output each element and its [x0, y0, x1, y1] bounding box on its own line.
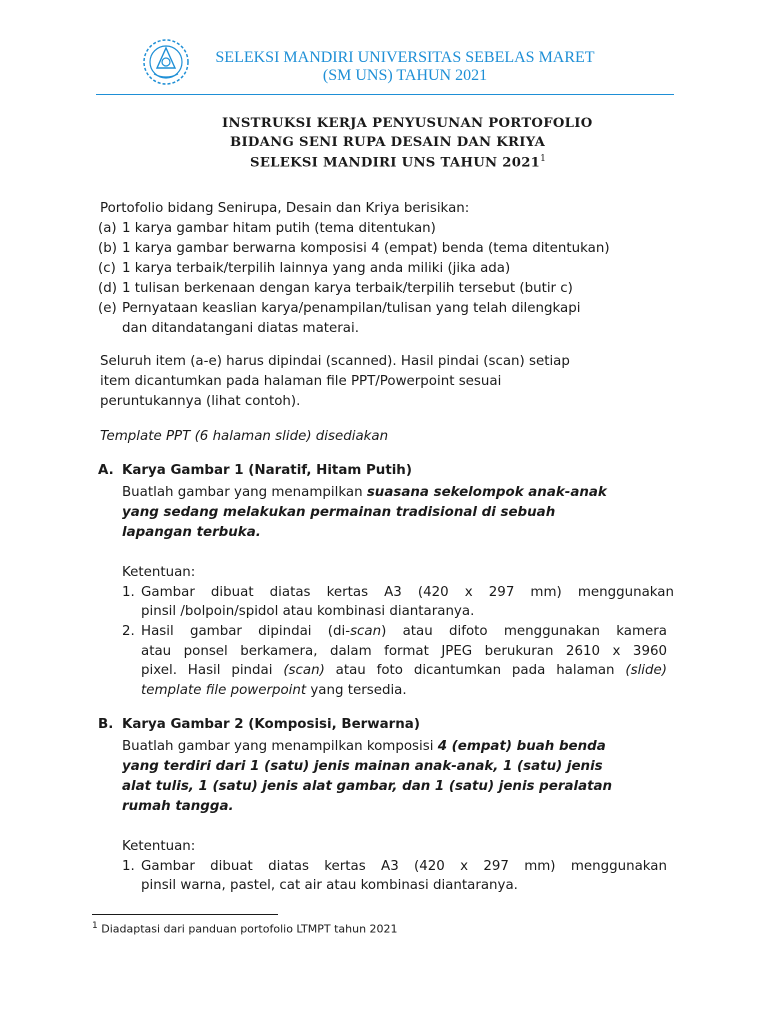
section-b-paragraph-line-2: yang terdiri dari 1 (satu) jenis mainan anak-anak, 1 (satu) jenis [122, 759, 603, 774]
intro-item-mark: (c) [98, 261, 116, 276]
rule-text: ) atau difoto menggunakan kamera [381, 624, 667, 639]
paragraph-emphasis: suasana sekelompok anak-anak [366, 485, 607, 500]
section-a-rule-1-num: 1. [122, 585, 135, 600]
rule-text-italic: template file powerpoint [141, 683, 307, 698]
rule-text: pixel. Hasil pindai [141, 663, 284, 678]
section-a-paragraph-line-3: lapangan terbuka. [122, 525, 261, 540]
section-title: Karya Gambar 2 (Komposisi, Berwarna) [122, 717, 420, 732]
section-b-rule-1-num: 1. [122, 859, 135, 874]
section-letter: A. [98, 463, 114, 478]
rule-text: Hasil gambar dipindai (di- [141, 624, 351, 639]
section-b-rule-1-line-2: pinsil warna, pastel, cat air atau kombinasi diantaranya. [141, 878, 518, 893]
intro-item-e-cont: dan ditandatangani diatas materai. [122, 321, 359, 336]
intro-item-text: 1 karya gambar berwarna komposisi 4 (empat) benda (tema ditentukan) [122, 241, 610, 256]
section-a-paragraph-line-1 [122, 483, 607, 503]
scan-note-line-3: peruntukannya (lihat contoh). [100, 394, 301, 409]
footnote-mark: 1 [92, 921, 98, 931]
template-note: Template PPT (6 halaman slide) disediakan [100, 429, 389, 444]
intro-item-text: 1 tulisan berkenaan dengan karya terbaik/terpilih tersebut (butir c) [122, 281, 573, 296]
paragraph-lead: Buatlah gambar yang menampilkan komposisi [122, 739, 438, 754]
scan-note-line-2: item dicantumkan pada halaman file PPT/Powerpoint sesuai [100, 374, 502, 389]
rule-text-italic: (scan) [283, 663, 325, 678]
section-a-paragraph-line-2: yang sedang melakukan permainan tradisional di sebuah [122, 505, 556, 520]
intro-item-e [98, 299, 580, 319]
section-a-rule-2-line-3 [141, 661, 667, 681]
scan-note-line-1: Seluruh item (a-e) harus dipindai (scanned). Hasil pindai (scan) setiap [100, 354, 570, 369]
intro-item-text: 1 karya terbaik/terpilih lainnya yang anda miliki (jika ada) [122, 261, 511, 276]
paragraph-emphasis: 4 (empat) buah benda [437, 739, 606, 754]
section-b-rule-1-line-1: Gambar dibuat diatas kertas A3 (420 x 297 mm) menggunakan [141, 859, 667, 874]
intro-item-mark: (a) [98, 221, 117, 236]
intro-item-mark: (e) [98, 301, 117, 316]
footnote-text: Diadaptasi dari panduan portofolio LTMPT tahun 2021 [97, 922, 398, 936]
section-a-rule-2-line-2: atau ponsel berkamera, dalam format JPEG berukuran 2610 x 3960 [141, 644, 667, 659]
intro-item-mark: (b) [98, 241, 117, 256]
section-a-ketentuan: Ketentuan: [122, 565, 196, 580]
rule-text-italic: scan [350, 624, 382, 639]
section-a-heading [98, 463, 412, 478]
section-letter: B. [98, 717, 114, 732]
doc-title-line-2: BIDANG SENI RUPA DESAIN DAN KRIYA [230, 135, 546, 150]
header-line-1: SELEKSI MANDIRI UNIVERSITAS SEBELAS MARET [215, 49, 595, 66]
intro-item-d [98, 279, 573, 299]
footnote [92, 921, 398, 936]
uns-logo [142, 38, 190, 86]
section-b-heading [98, 717, 420, 732]
footnote-divider [92, 914, 278, 915]
intro-item-b [98, 239, 610, 259]
paragraph-lead: Buatlah gambar yang menampilkan [122, 485, 367, 500]
footnote-ref: 1 [540, 154, 547, 164]
section-a-rule-2-line-1 [141, 622, 667, 642]
section-a-rule-2-line-4 [141, 681, 407, 701]
intro-item-text: Pernyataan keaslian karya/penampilan/tulisan yang telah dilengkapi [122, 301, 581, 316]
section-b-paragraph-line-1 [122, 737, 606, 757]
intro-item-mark: (d) [98, 281, 117, 296]
section-a-rule-2-num: 2. [122, 624, 135, 639]
doc-title-line-3 [250, 154, 546, 170]
rule-text: yang tersedia. [306, 683, 407, 698]
header-line-2: (SM UNS) TAHUN 2021 [322, 67, 488, 84]
intro-lead: Portofolio bidang Senirupa, Desain dan Kriya berisikan: [100, 201, 470, 216]
section-b-paragraph-line-4: rumah tangga. [122, 799, 234, 814]
intro-item-c [98, 259, 510, 279]
rule-text-italic: (slide) [625, 663, 667, 678]
header-divider [96, 94, 674, 95]
doc-title-line-1: INSTRUKSI KERJA PENYUSUNAN PORTOFOLIO [222, 116, 593, 131]
section-b-paragraph-line-3: alat tulis, 1 (satu) jenis alat gambar, dan 1 (satu) jenis peralatan [122, 779, 613, 794]
section-title: Karya Gambar 1 (Naratif, Hitam Putih) [122, 463, 412, 478]
intro-item-text: 1 karya gambar hitam putih (tema ditentukan) [122, 221, 436, 236]
rule-text: atau foto dicantumkan pada halaman [324, 663, 626, 678]
doc-title-line-3-text: SELEKSI MANDIRI UNS TAHUN 2021 [250, 155, 541, 171]
section-a-rule-1-line-2: pinsil /bolpoin/spidol atau kombinasi diantaranya. [141, 604, 475, 619]
intro-item-a [98, 219, 436, 239]
section-a-rule-1-line-1: Gambar dibuat diatas kertas A3 (420 x 297 mm) menggunakan [141, 585, 674, 600]
section-b-ketentuan: Ketentuan: [122, 839, 196, 854]
